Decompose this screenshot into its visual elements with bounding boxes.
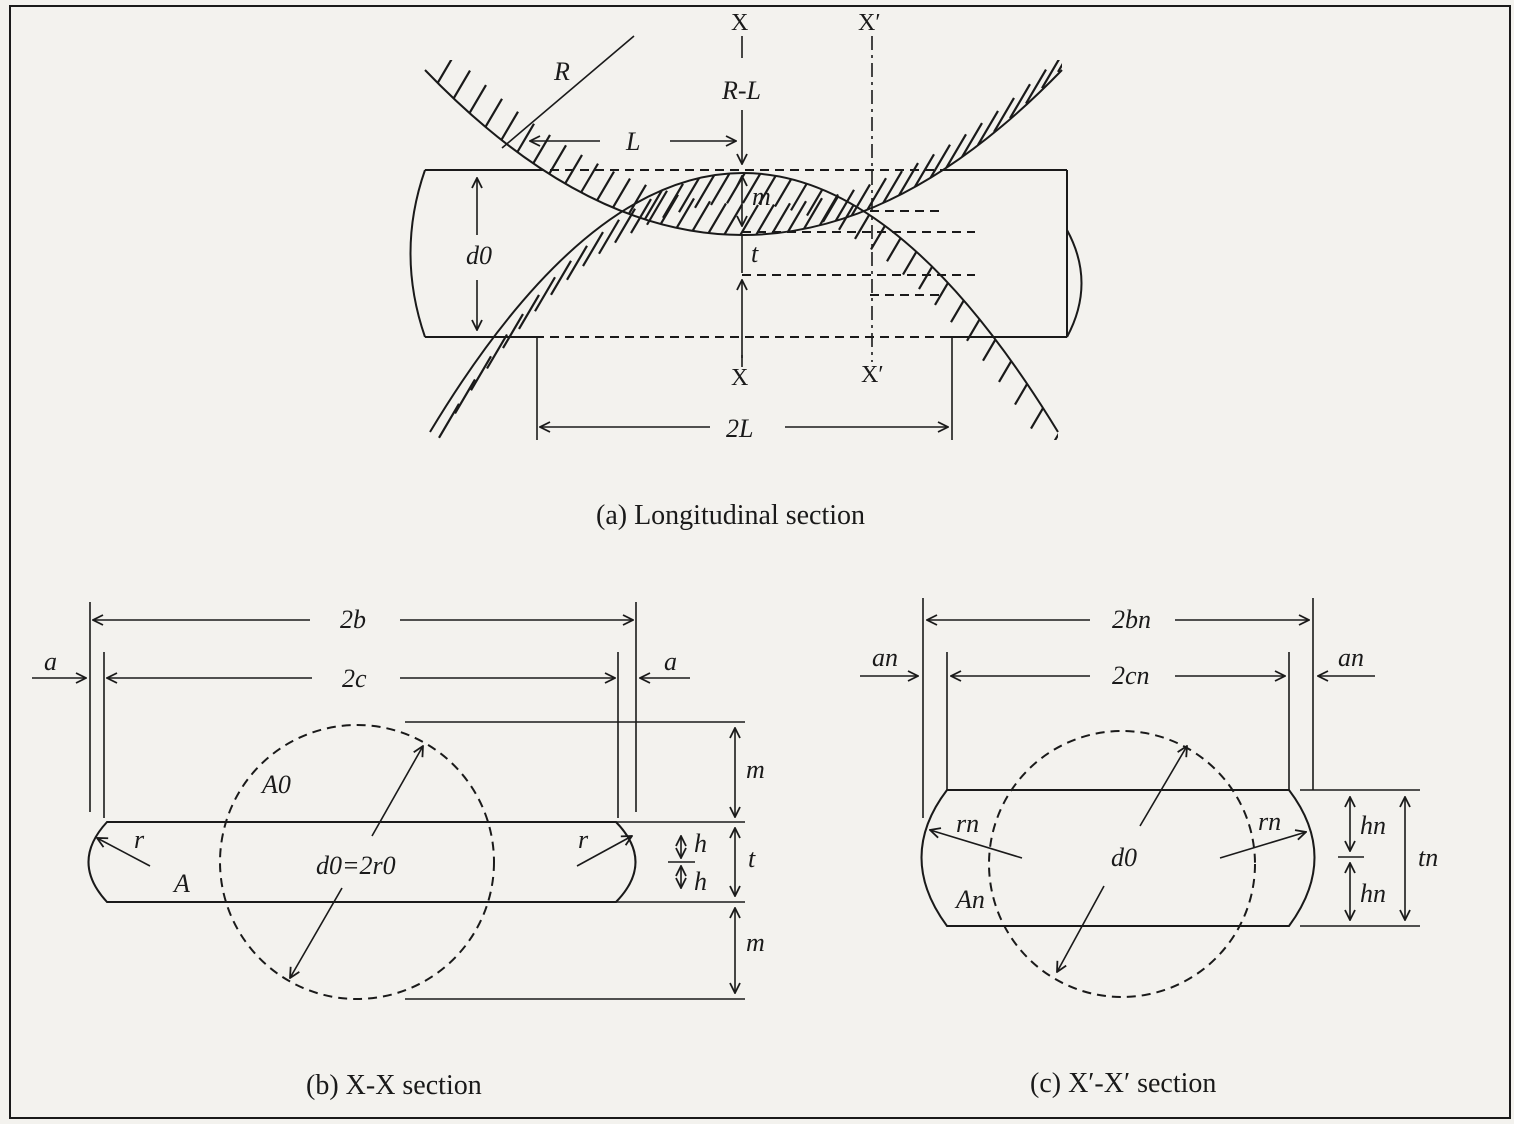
label-2bn: 2bn bbox=[1112, 605, 1151, 634]
label-rn-left: rn bbox=[956, 809, 980, 838]
label-X-top: X bbox=[731, 10, 749, 36]
label-t: t bbox=[751, 239, 759, 268]
label-r-right: r bbox=[578, 825, 589, 854]
label-r-left: r bbox=[134, 825, 145, 854]
label-2b: 2b bbox=[340, 605, 366, 634]
label-an-left: an bbox=[872, 643, 898, 672]
label-rn-right: rn bbox=[1258, 807, 1282, 836]
label-Xprime-bottom: X′ bbox=[861, 362, 884, 388]
label-X-bottom: X bbox=[731, 365, 749, 391]
label-hn-bottom: hn bbox=[1360, 879, 1386, 908]
label-A0: A0 bbox=[262, 770, 291, 799]
label-2cn: 2cn bbox=[1112, 661, 1150, 690]
label-d0-c: d0 bbox=[1111, 843, 1137, 872]
label-d0-eq: d0=2r0 bbox=[316, 851, 396, 880]
label-t: t bbox=[748, 844, 756, 873]
label-d0: d0 bbox=[466, 241, 492, 270]
label-tn: tn bbox=[1418, 843, 1439, 872]
label-m-bottom: m bbox=[746, 928, 765, 957]
label-2L: 2L bbox=[726, 414, 754, 443]
label-Xprime-top: X′ bbox=[858, 10, 881, 36]
label-an-right: an bbox=[1338, 643, 1364, 672]
label-m: m bbox=[752, 182, 771, 211]
caption-b: (b) X-X section bbox=[306, 1070, 482, 1101]
caption-a: (a) Longitudinal section bbox=[596, 500, 866, 531]
label-R-minus-L: R-L bbox=[722, 76, 761, 105]
label-hn-top: hn bbox=[1360, 811, 1386, 840]
label-An: An bbox=[956, 885, 985, 914]
label-h-top: h bbox=[694, 829, 707, 858]
label-2c: 2c bbox=[342, 664, 367, 693]
caption-c: (c) X′-X′ section bbox=[1030, 1068, 1217, 1099]
label-a-right: a bbox=[664, 647, 677, 676]
label-h-bottom: h bbox=[694, 867, 707, 896]
label-R: R bbox=[554, 57, 570, 86]
label-A: A bbox=[174, 869, 190, 898]
label-L: L bbox=[626, 127, 641, 156]
label-a-left: a bbox=[44, 647, 57, 676]
label-m-top: m bbox=[746, 755, 765, 784]
